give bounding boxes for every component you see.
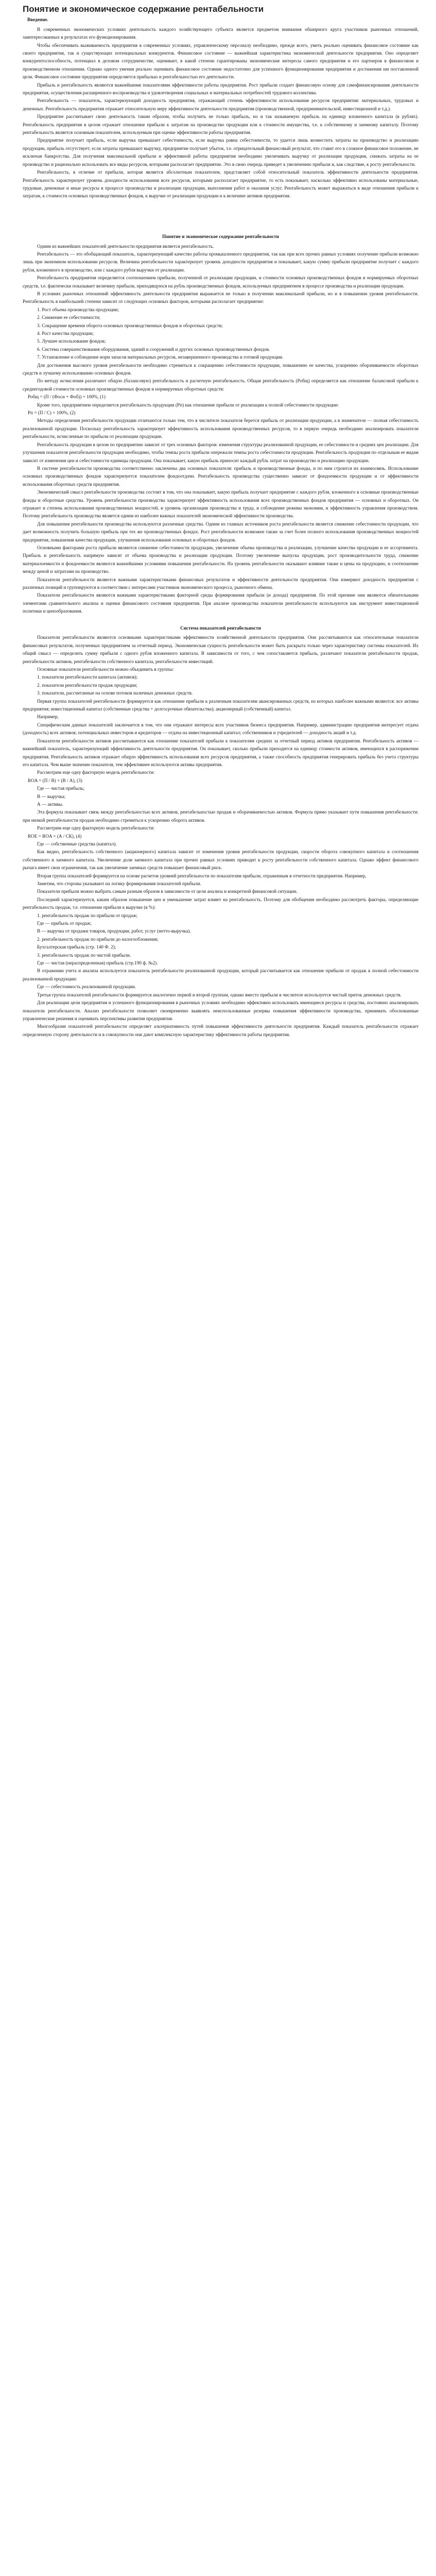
- paragraph: В условиях рыночных отношений эффективность деятельности предприятия выражается не только в получении максимальной прибыли, но и в повышении уровня рентабельности. Рентабельность в наибольшей степени зависит от следующих основных факторов, которыми располагает предприятие:: [23, 291, 418, 304]
- paragraph: 2. Снижение ее себестоимости;: [37, 315, 100, 320]
- paragraph: А — активы.: [37, 801, 63, 807]
- paragraph: Первая группа показателей рентабельности формируется как отношение прибыли к различным показателям авансированных средств, из которых наиболее важными являются: все активы предприятия; инвестиционный капитал (собственные средства + долгосрочные обязательства); акционерный (собственный) капитал.: [23, 698, 418, 712]
- paragraph: Показатели рентабельности являются важными характеристиками финансовых результатов и эффективности деятельности предприятия. Они измеряют доходность предприятия с различных позиций и группируются в соответствии с интересами участников экономического процесса, рыночного обмена.: [23, 577, 418, 590]
- paragraph: Рассмотрим еще одну факторную модель рентабельности:: [37, 825, 155, 831]
- section-gap: [23, 200, 418, 231]
- paragraph: Показатели прибыли можно выбрать самым разным образом в зависимости от цели анализа и конкретной финансовой ситуации.: [37, 889, 298, 894]
- paragraph: Для достижения высокого уровня рентабельности необходимо стремиться к сокращению себестоимости продукции, повышению ее качества, ускорению оборачиваемости оборотных средств и лучшему использованию основных фондов.: [23, 362, 418, 376]
- paragraph: Предприятие рассчитывает свою деятельность таким образом, чтобы получить не только прибыль, но и так называемую прибыль на единицу вложенного капитала (в рублях). Рентабельность предприятия в целом отражает отношение прибыли к затратам на производство продукции или к стоимости имущества, т.е. к собственному и заемному капиталу. Поэтому рентабельность является основным показателем, используемым при оценке эффективности работы предприятия.: [23, 114, 418, 135]
- paragraph: ROA = (П / В) × (В / А), (3): [28, 777, 82, 783]
- paragraph: Кроме того, предприятием определяется рентабельность продукции (Рп) как отношение прибыли от реализации к полной себестоимости продукции:: [37, 402, 339, 408]
- paragraph: Вторая группа показателей формируется на основе расчетов уровней рентабельности по показателям прибыли, отраженным в отчетности предприятия. Например,: [37, 873, 367, 878]
- paragraph: По методу исчисления различают общую (балансовую) рентабельность и расчетную рентабельность. Общая рентабельность (Робщ) определяется как отношение балансовой прибыли к среднегодовой стоимости основных производственных фондов и нормируемых оборотных средств:: [23, 378, 418, 392]
- paragraph: В — выручка;: [37, 793, 66, 799]
- paragraph: Где — чистая (нераспределенная) прибыль (стр.190 ф. №2).: [37, 960, 158, 966]
- paragraph: 3. показатели, рассчитанные на основе потоков наличных денежных средств.: [37, 690, 193, 696]
- paragraph: Бухгалтерская прибыль (стр. 140 Ф. 2);: [37, 944, 116, 950]
- paragraph: Заметим, что стороны указывают на логику формирования показателей прибыли.: [37, 881, 201, 887]
- paragraph: 1. рентабельность продаж по прибыли от продаж;: [37, 912, 138, 918]
- paragraph: 4. Рост качества продукции;: [37, 331, 94, 336]
- paragraph: ROE = ROA × (А / СК), (4): [28, 833, 82, 839]
- paragraph: Рентабельность — показатель, характеризующий доходность предприятия, отражающий степень эффективности использования ресурсов предприятия: материальных, трудовых и денежных. Рентабельность предприятия отражает относительную меру эффективности деятельности предприятия (производственной, предпринимательской, инвестиционной и т.д.).: [23, 98, 418, 111]
- paragraph: В — выручка от продажи товаров, продукции, работ, услуг (нетто-выручка).: [37, 928, 191, 934]
- section-gap: [23, 616, 418, 623]
- section1-heading: Понятие и экономическое содержание рентабельности: [162, 233, 279, 239]
- paragraph: 3. Сокращение времени оборота основных производственных фондов и оборотных средств;: [37, 323, 223, 328]
- paragraph: Одним из важнейших показателей деятельности предприятия является рентабельность.: [37, 243, 214, 249]
- paragraph: Методы определения рентабельности продукции отличаются только тем, что в числителе показателя берется прибыль от реализации продукции, а в знаменателе — полная себестоимость реализованной продукции. Поскольку рентабельность характеризует эффективность использования производственных ресурсов, то в первую очередь необходимо анализировать показатели рентабельности, исчисленные по прибыли от реализации продукции.: [23, 418, 418, 439]
- paragraph: Где — собственные средства (капитал).: [37, 841, 117, 846]
- paragraph: Предприятие получает прибыль, если выручка превышает себестоимость, если выручка равна себестоимости, то удается лишь возместить затраты на производство и реализацию продукции, прибыль отсутствует; если затраты превышают выручку, предприятие получает убыток, т.е. отрицательный финансовый результат, что ставит его в сложное финансовое положение, не исключая банкротства. Для получения максимальной прибыли и эффективной работы предприятия необходимо увеличивать выручку от реализации продукции, снижать затраты на ее производство и рационально использовать все виды ресурсов, которыми располагает предприятие. Это в свою очередь приведет к увеличению прибыли и, как следствие, к росту рентабельности.: [23, 138, 418, 167]
- paragraph: 1. показатели рентабельности капитала (активов);: [37, 674, 138, 680]
- document-title: Понятие и экономическое содержание рентабельности: [23, 4, 264, 14]
- paragraph: 3. рентабельность продаж по чистой прибыли.: [37, 952, 131, 958]
- paragraph: Рентабельность, в отличие от прибыли, которая является абсолютным показателем, представляет собой относительный показатель эффективности деятельности предприятия. Рентабельность характеризует уровень доходности использования всех ресурсов, которыми располагает предприятие, то есть показывает, насколько эффективно использованы материальные, трудовые, денежные и иные ресурсы в процессе производства и реализации продукции, выполнения работ и оказания услуг. Рентабельность может выражаться в виде отношения прибыли к затратам, к стоимости основных производственных фондов, к выручке от реализации продукции и к величине активов предприятия.: [23, 170, 418, 199]
- intro-heading: Введение.: [27, 17, 48, 22]
- paragraph: Где — себестоимость реализованной продукции.: [37, 984, 136, 990]
- paragraph: Прибыль и рентабельность являются важнейшими показателями эффективности работы предприятия. Рост прибыли создает финансовую основу для самофинансирования деятельности предприятия, осуществления расширенного воспроизводства и удовлетворения социальных и материальных потребностей трудового коллектива.: [23, 82, 418, 96]
- paragraph: Показатели рентабельности являются основными характеристиками эффективности хозяйственной деятельности предприятия. Они рассчитываются как относительные показатели финансовых результатов, полученных предприятием за отчетный период. Экономическая сущность рентабельности может быть раскрыта только через характеристику системы показателей. Их общий смысл — определить сумму прибыли с одного рубля вложенного капитала. В зависимости от того, с чем сопоставляется прибыль, различают показатели рентабельности продаж, рентабельности активов, рентабельности собственного капитала, рентабельности инвестиций.: [23, 635, 418, 664]
- section2-body: [23, 634, 418, 1039]
- paragraph: Последний характеризуется, каким образом повышение цен и уменьшение затрат влияет на рентабельность. Поэтому для обобщения необходимо рассмотреть факторы, определяющие рентабельность продаж, т.е. отношение прибыли к выручке (в %):: [23, 896, 418, 910]
- paragraph: В отражении учета и анализа используется показатель рентабельности реализованной продукции, который рассчитывается как отношение прибыли от продаж к полной себестоимости реализованной продукции:: [23, 968, 418, 981]
- paragraph: Показатели рентабельности активов рассчитываются как отношение показателей прибыли к показателям средних за отчетный период активов предприятия. Рентабельность активов — важнейший показатель, характеризующий эффективность деятельности предприятия. Он показывает, сколько прибыли приходится на единицу стоимости активов, имеющихся в распоряжении предприятия. Рентабельность активов отражает общую эффективность использования всех ресурсов предприятия, а также способность предприятия генерировать прибыль без учета структуры его капитала. Чем выше значение показателя, тем эффективнее используются активы предприятия.: [23, 738, 418, 767]
- paragraph: Где — чистая прибыль;: [37, 786, 85, 791]
- paragraph: Основные показатели рентабельности можно объединить в группы:: [37, 667, 174, 672]
- paragraph: Как видно, рентабельность собственного (акционерного) капитала зависит от изменения уровня рентабельности продукции, скорости оборота совокупного капитала и соотношения собственного и заемного капитала. Увеличение доли заемного капитала при прочих равных условиях приводит к росту рентабельности собственного капитала. Однако эффект финансового рычага имеет свои ограничения, так как увеличение заемных средств повышает финансовый риск.: [23, 849, 418, 871]
- paragraph: Для реализации цели предприятия и успешного функционирования в рыночных условиях необходимо эффективно использовать имеющиеся ресурсы и средства, постоянно анализировать показатели рентабельности. Анализ рентабельности позволяет своевременно выявлять неиспользованные резервы повышения эффективности производства, принимать обоснованные управленческие решения и оценивать перспективы развития предприятия.: [23, 1000, 418, 1021]
- paragraph: 6. Система совершенствования оборудования, зданий и сооружений и других основных производственных фондов.: [37, 346, 270, 352]
- section1-body: [23, 243, 418, 616]
- paragraph: 1. Рост объема производства продукции;: [37, 307, 119, 312]
- paragraph: Основными факторами роста прибыли являются снижение себестоимости продукции, увеличение объема производства и реализации, улучшение качества продукции и ее ассортимента. Прибыль и рентабельность напрямую зависят от объема производства и реализации продукции. Поэтому увеличение выпуска продукции, рост производительности труда, снижение материалоемкости и фондоемкости являются важнейшими условиями повышения рентабельности. На уровень рентабельности оказывают влияние также и цены на продукцию, и соотношение между ценой и затратами на производство.: [23, 545, 418, 574]
- paragraph: Например,: [37, 714, 59, 720]
- paragraph: Третья группа показателей рентабельности формируется аналогично первой и второй группам, однако вместо прибыли в числителе используется чистый приток денежных средств.: [37, 992, 402, 997]
- paragraph: Где — прибыль от продаж;: [37, 921, 92, 926]
- paragraph: Робщ = (П / (Фосн + Фоб)) × 100%, (1): [28, 394, 106, 400]
- paragraph: 2. рентабельность продаж по прибыли до налогообложения;: [37, 936, 159, 942]
- paragraph: 2. показатели рентабельности продаж продукции;: [37, 682, 137, 688]
- paragraph: Рентабельность продукции в целом по предприятию зависит от трех основных факторов: изменения структуры реализованной продукции, ее себестоимости и средних цен реализации. Для улучшения показателя рентабельности продукции необходимо, чтобы темпы роста прибыли опережали темпы роста себестоимости продукции. Рентабельность продукции по отдельным ее видам зависит от изменения цен и себестоимости единицы продукции. Она показывает, какую прибыль приносит каждый рубль затрат на производство и реализацию продукции.: [23, 442, 418, 463]
- intro-section: [23, 26, 418, 200]
- paragraph: Многообразие показателей рентабельности определяет альтернативность путей повышения эффективности деятельности предприятия. Каждый показатель рентабельности отражает определенную сторону деятельности и в совокупности они дают комплексную характеристику эффективности работы предприятия.: [23, 1024, 418, 1037]
- section2-heading: Система показателей рентабельности: [180, 625, 261, 631]
- paragraph: Показатели рентабельности являются важными характеристиками факторной среды формирования прибыли (и дохода) предприятия. По этой причине они являются обязательными элементами сравнительного анализа и оценки финансового состояния предприятия. При анализе производства показатели рентабельности используются как инструмент инвестиционной политики и ценообразования.: [23, 592, 418, 614]
- paragraph: Экономический смысл рентабельности производства состоит в том, что она показывает, какую прибыль получает предприятие с каждого рубля, вложенного в основные производственные фонды и оборотные средства. Уровень рентабельности производства характеризует эффективность использования всех производственных фондов предприятия — основных и оборотных. Он отражает и степень использования производственных мощностей, и уровень организации производства и труда, и соблюдение режима экономии, и эффективность управления производством. Поэтому рентабельность производства является одним из наиболее важных показателей экономической эффективности производства.: [23, 489, 418, 519]
- paragraph: Рп = (П / С) × 100%, (2): [28, 410, 76, 416]
- paragraph: Специфическим данных показателей заключается в том, что они отражают интересы всех участников бизнеса предприятия. Например, администрацию предприятия интересует отдача (доходность) всех активов; потенциальных инвесторов и кредиторов — отдача на инвестиционный капитал; собственников и учредителей — доходность акций и т.д.: [23, 722, 418, 736]
- paragraph: 7. Установление и соблюдение норм запасов материальных ресурсов, незавершенного производства и готовой продукции.: [37, 354, 284, 360]
- paragraph: Рассмотрим еще одну факторную модель рентабельности:: [37, 770, 155, 775]
- paragraph: Рентабельность предприятия определяется соотношением прибыли, полученной от реализации продукции, и стоимости основных производственных фондов и нормируемых оборотных средств, т.е. фактически показывает величину прибыли, приходящуюся на рубль производственных фондов, используемых предприятием в процессе производства и реализации продукции.: [23, 275, 418, 289]
- paragraph: 5. Лучшее использование фондов;: [37, 338, 106, 344]
- paragraph: Чтобы обеспечивать выживаемость предприятия в современных условиях, управленческому персоналу необходимо, прежде всего, уметь реально оценивать финансовое состояние как своего предприятия, так и существующих потенциальных конкурентов. Финансовое состояние — важнейшая характеристика экономической деятельности предприятия. Оно определяет конкурентоспособность, потенциал в деловом сотрудничестве, оценивает, в какой степени гарантированы экономические интересы самого предприятия и его партнеров в финансовом и производственном отношении. Однако одного умения реально оценивать финансовое состояние недостаточно для успешного функционирования предприятия и достижения им поставленной цели. Финансовое состояние предприятия определяется прибылью и рентабельностью его деятельности.: [23, 42, 418, 80]
- paragraph: Эта формула показывает связь между рентабельностью всех активов, рентабельностью продаж и оборачиваемостью активов. Формула прямо указывает пути повышения рентабельности: при низкой рентабельности продаж необходимо стремиться к ускорению оборота активов.: [23, 809, 418, 823]
- paragraph: Рентабельность — это обобщающий показатель, характеризующий качество работы промышленного предприятия, так как при всех прочих равных условиях получение прибыли возможно лишь при экономном использовании ресурсов. Величина рентабельности характеризует уровень доходности предприятия и показывает, какую сумму прибыли предприятие получает с каждого рубля, вложенного в производство, или с каждого рубля выручки от реализации.: [23, 251, 418, 273]
- paragraph: Для повышения рентабельности производства используются различные средства. Одним из главных источников роста рентабельности является снижение себестоимости продукции, что дает возможность получить большую прибыль при тех же производственных фондах. Рост рентабельности возможен также за счет более полного использования производственных мощностей предприятия, повышения качества продукции, улучшения использования основных и оборотных фондов.: [23, 521, 418, 543]
- paragraph: В системе рентабельности производства соответственно заключены два основных показателя: прибыль и производственные фонды, и по ним строится их взаимосвязь. Использование основных производственных фондов характеризуется показателем фондоотдачи. Рентабельность производства существенно зависит от фондоемкости продукции и от эффективности использования оборотных средств предприятия.: [23, 465, 418, 487]
- paragraph: В современных экономических условиях деятельность каждого хозяйствующего субъекта является предметом внимания обширного круга участников рыночных отношений, заинтересованных в результатах его функционирования.: [23, 26, 418, 40]
